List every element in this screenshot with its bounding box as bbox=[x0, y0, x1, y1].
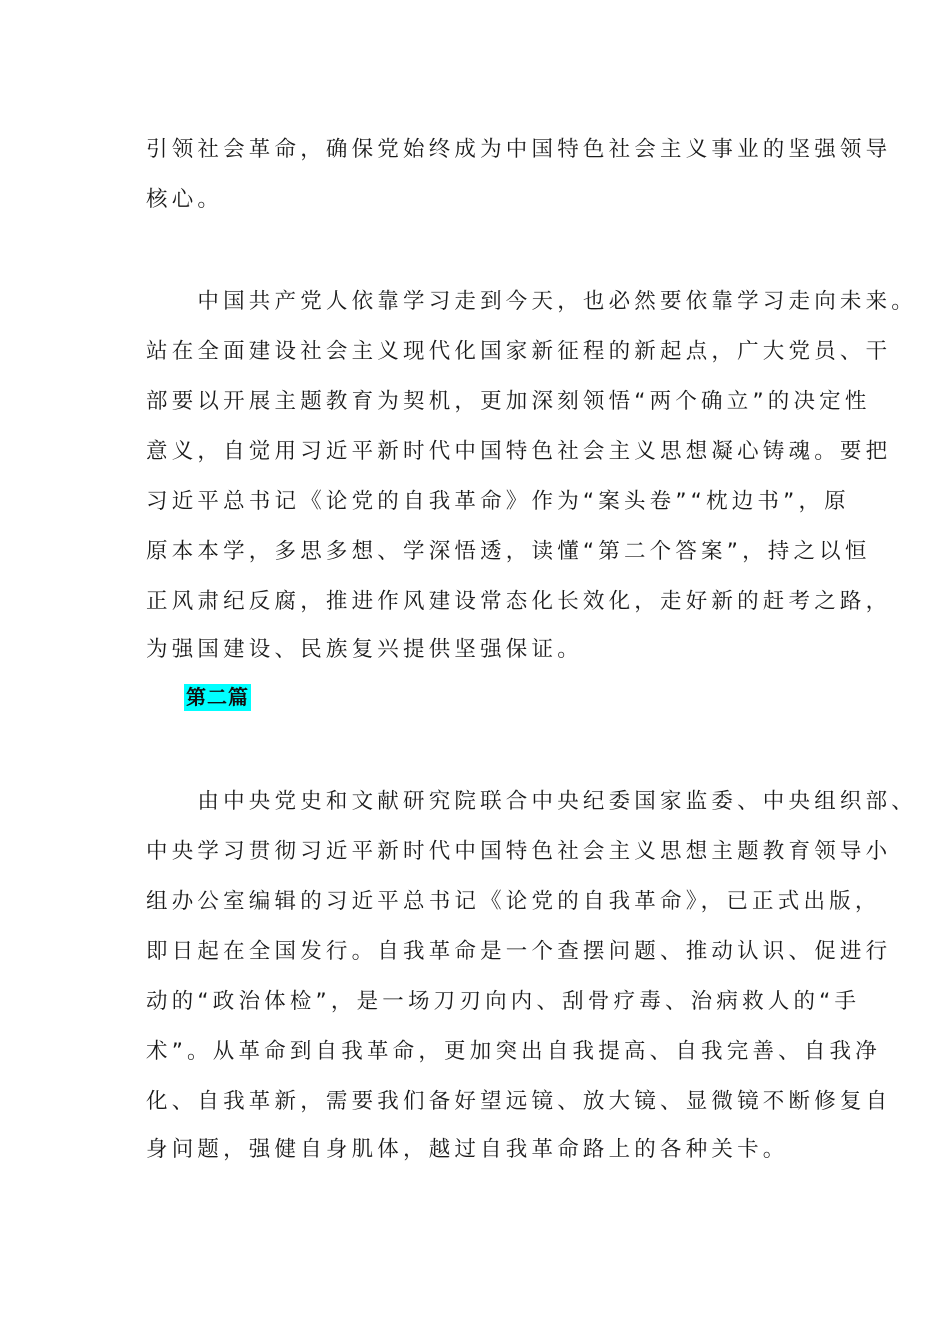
paragraph-2-line-1: 中国共产党人依靠学习走到今天，也必然要依靠学习走向未来。 bbox=[146, 289, 918, 314]
paragraph-2-line-4: 意义，自觉用习近平新时代中国特色社会主义思想凝心铸魂。要把 bbox=[146, 439, 892, 464]
paragraph-2-line-8: 为强国建设、民族复兴提供坚强保证。 bbox=[146, 637, 583, 662]
paragraph-3-line-6: 术”。从革命到自我革命，更加突出自我提高、自我完善、自我净 bbox=[146, 1039, 881, 1064]
paragraph-2-line-5: 习近平总书记《论党的自我革命》作为“案头卷”“枕边书”，原 bbox=[146, 489, 850, 514]
section-heading: 第二篇 bbox=[186, 685, 249, 709]
paragraph-3-line-1: 由中央党史和文献研究院联合中央纪委国家监委、中央组织部、 bbox=[146, 789, 918, 814]
paragraph-3-line-8: 身问题，强健自身肌体，越过自我革命路上的各种关卡。 bbox=[146, 1137, 789, 1162]
paragraph-2-line-7: 正风肃纪反腐，推进作风建设常态化长效化，走好新的赶考之路， bbox=[146, 589, 892, 614]
paragraph-1-line-1: 引领社会革命，确保党始终成为中国特色社会主义事业的坚强领导 bbox=[146, 137, 892, 162]
paragraph-3-line-2: 中央学习贯彻习近平新时代中国特色社会主义思想主题教育领导小 bbox=[146, 839, 892, 864]
paragraph-2-line-2: 站在全面建设社会主义现代化国家新征程的新起点，广大党员、干 bbox=[146, 339, 892, 364]
paragraph-2-line-6: 原本本学，多思多想、学深悟透，读懂“第二个答案”，持之以恒 bbox=[146, 539, 871, 564]
paragraph-3-line-5: 动的“政治体检”，是一场刀刃向内、刮骨疗毒、治病救人的“手 bbox=[146, 989, 861, 1014]
paragraph-1-line-2: 核心。 bbox=[146, 187, 224, 212]
paragraph-3-line-3: 组办公室编辑的习近平总书记《论党的自我革命》，已正式出版， bbox=[146, 889, 881, 914]
paragraph-3-line-7: 化、自我革新，需要我们备好望远镜、放大镜、显微镜不断修复自 bbox=[146, 1089, 892, 1114]
paragraph-2-line-3: 部要以开展主题教育为契机，更加深刻领悟“两个确立”的决定性 bbox=[146, 389, 871, 414]
paragraph-3-line-4: 即日起在全国发行。自我革命是一个查摆问题、推动认识、促进行 bbox=[146, 939, 892, 964]
